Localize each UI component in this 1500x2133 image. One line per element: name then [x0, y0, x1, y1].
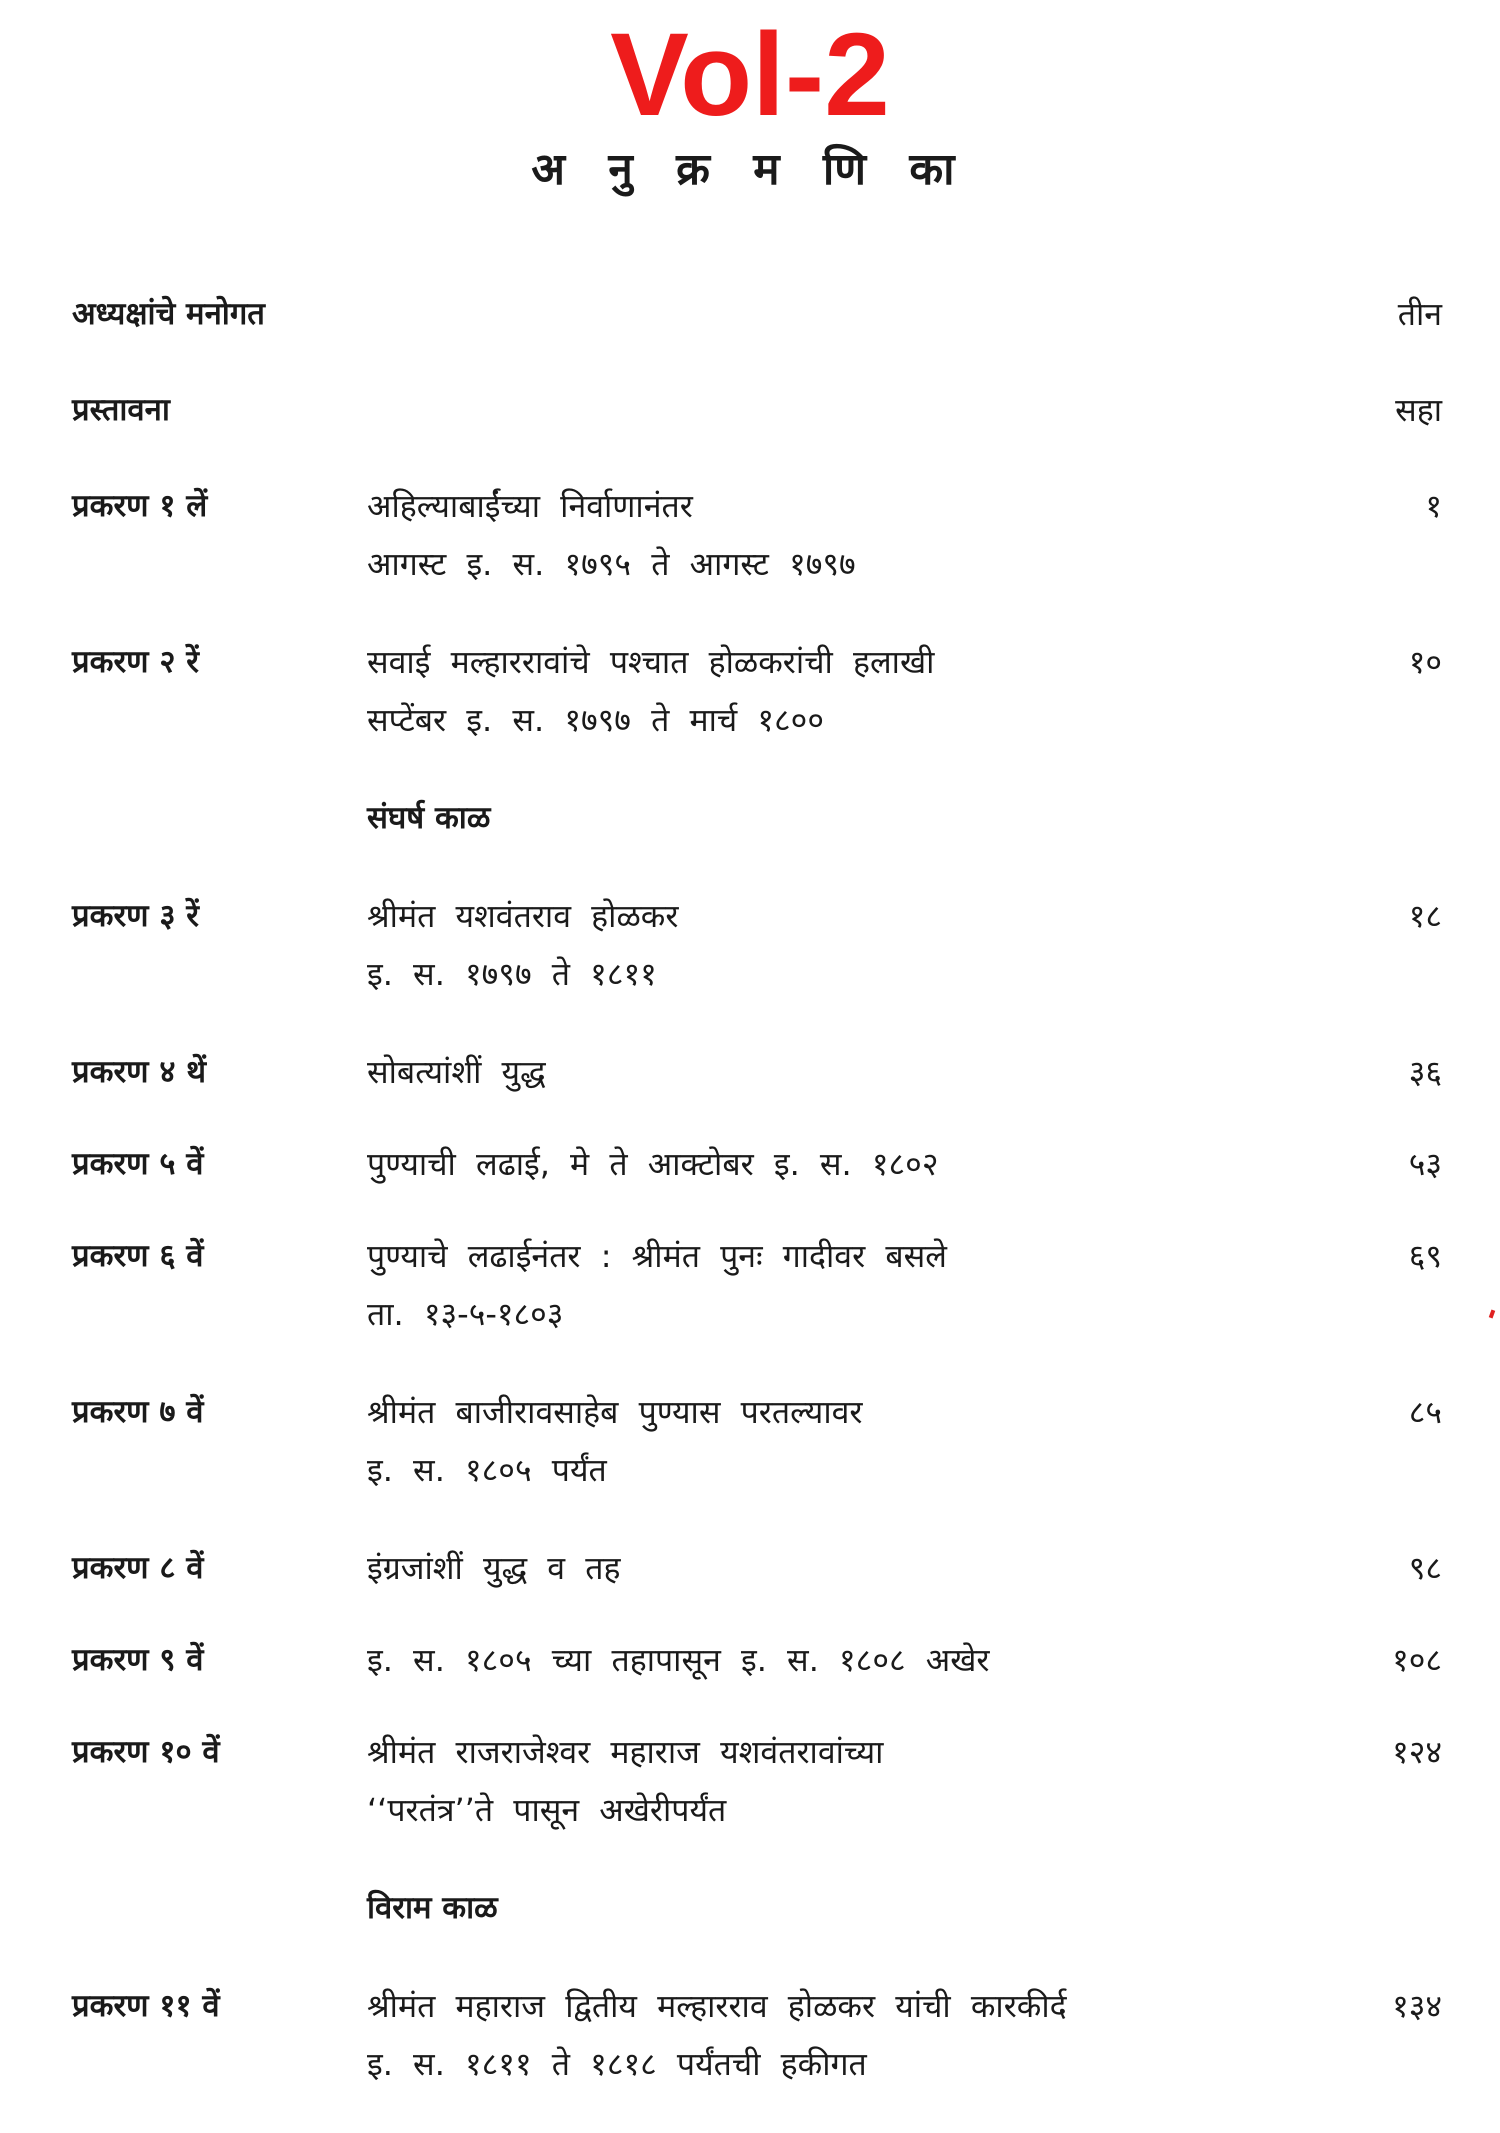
chapter-label: प्रकरण ७ वें [72, 1394, 204, 1430]
chapter-date-line: ‘‘परतंत्र’’ते पासून अखेरीपर्यंत [367, 1791, 727, 1829]
chapter-title-line: सोबत्यांशीं युद्ध [367, 1053, 546, 1091]
toc-entry-chapter-5 [72, 1135, 1442, 1193]
chapter-label: प्रकरण ४ थें [72, 1054, 207, 1090]
chapter-label: प्रकरण ८ वें [72, 1550, 204, 1586]
chapter-description [367, 1135, 1302, 1193]
chapter-title-line: श्रीमंत राजराजेश्वर महाराज यशवंतरावांच्या [367, 1733, 884, 1771]
chapter-title-line: श्रीमंत यशवंतराव होळकर [367, 897, 679, 935]
section-heading-conflict: संघर्ष काळ [367, 800, 491, 836]
section-heading-pause: विराम काळ [367, 1890, 498, 1926]
toc-entry-chapter-3 [72, 887, 1442, 1003]
chapter-description [367, 477, 1302, 593]
chapter-label: प्रकरण ६ वें [72, 1238, 204, 1274]
toc-entry-chapter-9 [72, 1631, 1442, 1689]
chapter-description [367, 1043, 1302, 1101]
toc-list [72, 285, 1442, 2133]
chapter-label: प्रकरण १० वें [72, 1734, 220, 1770]
chapter-page-number: ९८ [1408, 1549, 1442, 1587]
chapter-page-number: ६९ [1408, 1237, 1442, 1275]
chapter-title-line: पुण्याची लढाई, मे ते आक्टोबर इ. स. १८०२ [367, 1145, 939, 1183]
chapter-label: प्रकरण ५ वें [72, 1146, 204, 1182]
toc-entry-chapter-7 [72, 1383, 1442, 1499]
toc-entry-chapter-8 [72, 1539, 1442, 1597]
volume-heading: Vol-2 [610, 9, 890, 141]
chapter-label: प्रकरण ९ वें [72, 1642, 204, 1678]
chapter-page-number: १० [1408, 643, 1442, 681]
stray-ink-mark [1489, 1310, 1495, 1319]
chapter-description [367, 887, 1302, 1003]
chapter-description [367, 1631, 1302, 1689]
chapter-date-line: ता. १३-५-१८०३ [367, 1295, 564, 1333]
chapter-page-number: ८५ [1408, 1393, 1442, 1431]
toc-entry-chapter-2 [72, 633, 1442, 749]
chapter-date-line: इ. स. १८११ ते १८१८ पर्यंतची हकीगत [367, 2045, 867, 2083]
toc-entry-foreword [72, 285, 1442, 343]
toc-entry-chapter-4 [72, 1043, 1442, 1101]
chapter-label: प्रकरण ३ रें [72, 898, 199, 934]
chapter-date-line: इ. स. १८०५ पर्यंत [367, 1451, 607, 1489]
chapter-label: प्रकरण २ रें [72, 644, 199, 680]
chapter-label: प्रकरण ११ वें [72, 1988, 220, 2024]
entry-page-number: तीन [1397, 295, 1442, 333]
chapter-title-line: पुण्याचे लढाईनंतर : श्रीमंत पुनः गादीवर बसले [367, 1237, 947, 1275]
chapter-page-number: ३६ [1408, 1053, 1442, 1091]
chapter-page-number: ५३ [1408, 1145, 1442, 1183]
chapter-page-number: १३४ [1392, 1987, 1442, 2025]
chapter-title-line: श्रीमंत महाराज द्वितीय मल्हारराव होळकर यांची कारकीर्द [367, 1987, 1067, 2025]
toc-entry-chapter-1 [72, 477, 1442, 593]
toc-entry-chapter-6 [72, 1227, 1442, 1343]
chapter-description [367, 1227, 1302, 1343]
chapter-title-line: अहिल्याबाईंच्या निर्वाणानंतर [367, 487, 693, 525]
chapter-page-number: १२४ [1392, 1733, 1442, 1771]
toc-title: अ नु क्र म णि का [531, 144, 969, 195]
entry-label: प्रस्तावना [72, 392, 170, 428]
chapter-description [367, 633, 1302, 749]
entry-page-number: सहा [1395, 391, 1442, 429]
chapter-description [367, 1977, 1302, 2093]
toc-entry-chapter-11 [72, 1977, 1442, 2093]
chapter-page-number: १०८ [1392, 1641, 1442, 1679]
chapter-label: प्रकरण १ लें [72, 488, 208, 524]
chapter-page-number: १८ [1408, 897, 1442, 935]
chapter-title-line: सवाई मल्हाररावांचे पश्चात होळकरांची हलाखी [367, 643, 935, 681]
chapter-title-line: इंग्रजांशीं युद्ध व तह [367, 1549, 621, 1587]
chapter-date-line: आगस्ट इ. स. १७९५ ते आगस्ट १७९७ [367, 545, 856, 583]
chapter-description [367, 1539, 1302, 1597]
entry-label: अध्यक्षांचे मनोगत [72, 296, 265, 332]
chapter-title-line: श्रीमंत बाजीरावसाहेब पुण्यास परतल्यावर [367, 1393, 863, 1431]
chapter-date-line: सप्टेंबर इ. स. १७९७ ते मार्च १८०० [367, 701, 824, 739]
chapter-date-line: इ. स. १७९७ ते १८११ [367, 955, 657, 993]
chapter-page-number: १ [1425, 487, 1442, 525]
toc-entry-chapter-10 [72, 1723, 1442, 1839]
toc-entry-preface [72, 381, 1442, 439]
chapter-title-line: इ. स. १८०५ च्या तहापासून इ. स. १८०८ अखेर [367, 1641, 990, 1679]
chapter-description [367, 1383, 1302, 1499]
chapter-description [367, 1723, 1302, 1839]
